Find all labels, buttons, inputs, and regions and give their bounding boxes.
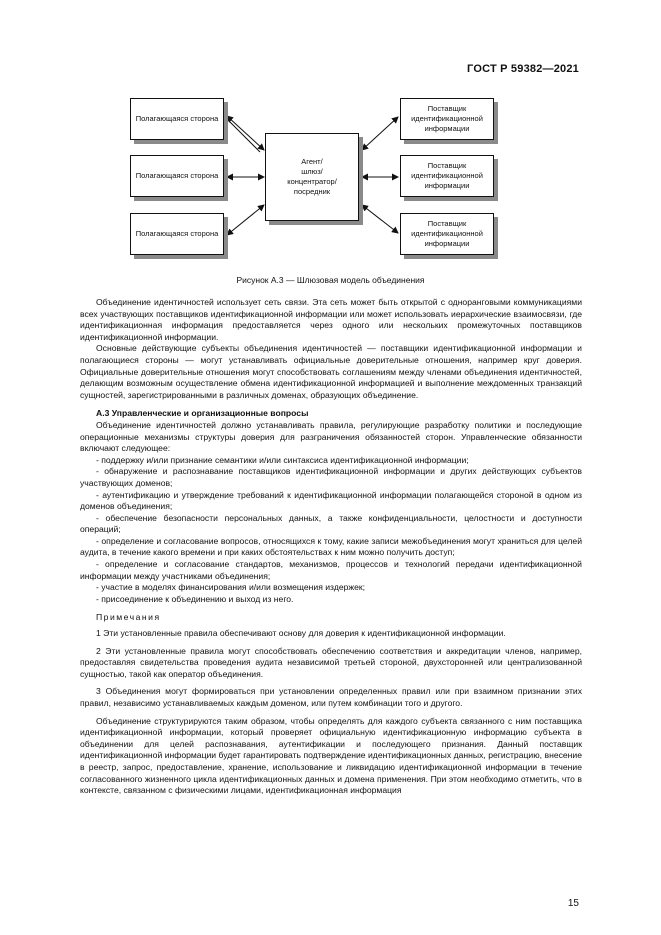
connector-right-1 (362, 117, 398, 150)
relying-party-box-3: Полагающаяся сторона (130, 213, 224, 255)
relying-party-box-1: Полагающаяся сторона (130, 98, 224, 140)
list-item: - участие в моделях финансирования и/или возмещения издержек; (96, 582, 366, 593)
list-item: - определение и согласование вопросов, относящихся к тому, какие записи межобъединения могут храниться для целей аудита, в течение какого времени и при каких обстоятельствах к ним можно получить доступ; (80, 535, 582, 558)
paragraph: Объединение структурируются таким образом, чтобы определять для каждого субъекта связанного с ним поставщика идентификационной информации, который проверяет официальную идентификационную информацию субъекта в объединении для целей распознавания, аутентификации и последующего признания. Данный поставщик идентификационной информации будет гарантировать подтверждение идентификационных данных, регистрацию, внесение в реестр, запрос, предоставление, хранение, использование и ликвидацию идентификационной информации в течение согласованного жизненного цикла идентификационных данных и домена применения. При этом необходимо отметить, что в контексте, связанном с физическими лицами, идентификационная информация (80, 715, 582, 796)
gateway-agent-label: Агент/ шлюз/ концентратор/ посредник (265, 133, 359, 221)
list-item: - присоединение к объединению и выход из него. (96, 593, 294, 604)
note-item: 1 Эти установленные правила обеспечивают основу для доверия к идентификационной информации. (96, 628, 506, 639)
gateway-model-diagram (0, 0, 661, 270)
body-text (80, 297, 582, 797)
page-number: 15 (567, 898, 579, 909)
note-item: 3 Объединения могут формироваться при установлении определенных правил или при взаимном признании этих правил, независимо устанавливаемых каждым доменом, или путем комбинации того и другого. (80, 686, 582, 708)
figure-caption: Рисунок А.3 — Шлюзовая модель объединения (236, 275, 425, 285)
list-item: - поддержку и/или признание семантики и/или синтаксиса идентификационной информации; (96, 454, 469, 465)
paragraph: Основные действующие субъекты объединения идентичностей — поставщики идентификационной информации и полагающиеся стороны — могут устанавливать официальные доверительные отношения, например круг доверия. Официальные доверительные отношения могут способствовать соглашениям между членами объединения идентичностей, делающим возможным осуществление обмена идентификационной информацией и выполнение междоменных транзакций сущностей, зарегистрированными в различных доменах, образующих объединение. (80, 343, 582, 400)
section-heading: А.3 Управленческие и организационные вопросы (96, 408, 309, 419)
paragraph: Объединение идентичностей использует сеть связи. Эта сеть может быть открытой с одноранговыми коммуникациями всех участвующих поставщиков идентификационной информации или может использовать иерархические взаимосвязи, где идентификационная информация предоставляется через одного или нескольких промежуточных поставщиков идентификационной информации. (80, 297, 582, 342)
notes-title: Примечания (96, 612, 161, 623)
list-item: - обеспечение безопасности персональных данных, а также конфиденциальности, целостности и доступности операций; (80, 512, 582, 535)
note-item: 2 Эти установленные правила могут способствовать обеспечению соответствия и аккредитации членов, например, предоставляя свидетельства проведения аудита независимой третьей стороной, двухсторонней или централизованной сущностью, такой как оператор объединения. (80, 645, 582, 679)
identity-provider-box-2: Поставщик идентификационной информации (400, 155, 494, 197)
connector-right-3 (362, 205, 398, 233)
section-intro: Объединение идентичностей должно устанавливать правила, регулирующие разработку политики и последующие операционные механизмы структуры доверия для разграничения обязанностей сторон. Управленческие обязанности включают следующее: (80, 419, 582, 454)
document-code-header: ГОСТ Р 59382—2021 (467, 63, 579, 75)
connector-left-3 (227, 205, 264, 235)
list-item: - определение и согласование стандартов, механизмов, процессов и технологий передачи идентификационной информации между участниками объединения; (80, 559, 582, 581)
list-item: - обнаружение и распознавание поставщиков идентификационной информации и других действующих субъектов участвующих доменов; (80, 466, 582, 488)
connector-left-1 (227, 116, 264, 150)
identity-provider-box-3: Поставщик идентификационной информации (400, 213, 494, 255)
connector-left-top (225, 117, 260, 152)
identity-provider-box-1: Поставщик идентификационной информации (400, 98, 494, 140)
relying-party-box-2: Полагающаяся сторона (130, 155, 224, 197)
list-item: - аутентификацию и утверждение требований к идентификационной информации полагающейся стороной в одном из доменов объединения; (80, 489, 582, 512)
gateway-agent-box (265, 133, 359, 221)
